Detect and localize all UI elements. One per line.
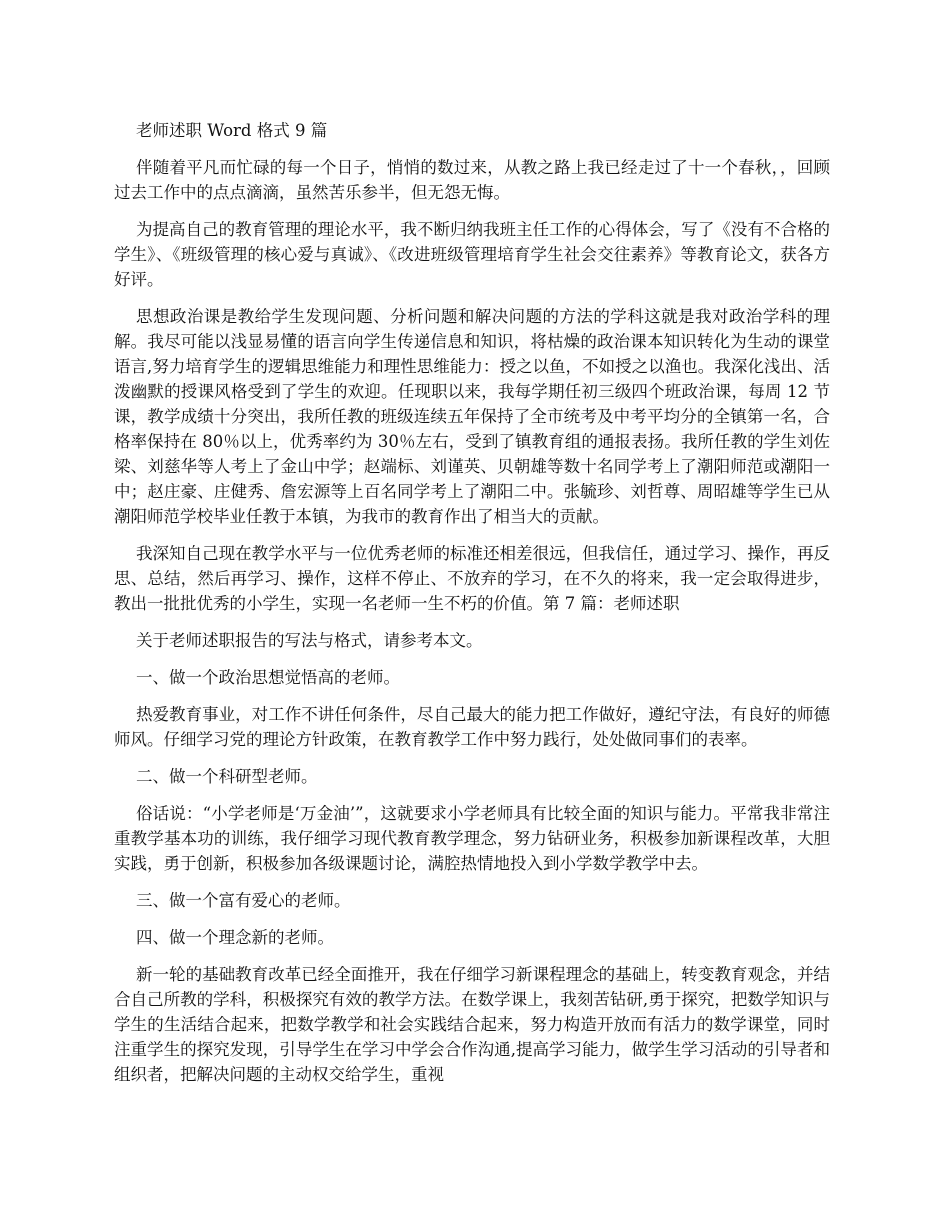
section-heading-1: 一、做一个政治思想觉悟高的老师。: [136, 668, 400, 687]
paragraph-politics-class: 思想政治课是教给学生发现问题、分析问题和解决问题的方法的学科这就是我对政治学科的理解。我尽可能以浅显易懂的语言向学生传递信息和知识，将枯燥的政治课本知识转化为生动的课堂语言,努力培育学生的逻辑思维能力和理性思维能力：授之以鱼，不如授之以渔也。我深化浅出、活泼幽默的授课风格受到了学生的欢迎。任现职以来，我每学期任初三级四个班政治课，每周 12 节课，教学成绩十分突出，我所任教的班级连续五年保持了全市统考及中考平均分的全镇第一名，合格率保持在 80％以上，优秀率约为 30％左右，受到了镇教育组的通报表扬。我所任教的学生刘佐梁、刘慈华等人考上了金山中学；赵端标、刘谨英、贝朝雄等数十名同学考上了潮阳师范或潮阳一中；赵庄豪、庄健秀、詹宏源等上百名同学考上了潮阳二中。张毓珍、刘哲尊、周昭雄等学生已从潮阳师范学校毕业任教于本镇，为我市的教育作出了相当大的贡献。: [114, 307, 830, 526]
paragraph-dedication: 热爱教育事业，对工作不讲任何条件，尽自己最大的能力把工作做好，遵纪守法，有良好的师德师风。仔细学习党的理论方针政策，在教育教学工作中努力践行，处处做同事们的表率。: [114, 705, 830, 749]
section-heading-2: 二、做一个科研型老师。: [136, 767, 318, 786]
paragraph-intro: 伴随着平凡而忙碌的每一个日子，悄悄的数过来，从教之路上我已经走过了十一个春秋，，回顾过去工作中的点点滴滴，虽然苦乐参半，但无怨无悔。: [114, 158, 830, 202]
section-heading-3: 三、做一个富有爱心的老师。: [136, 891, 351, 910]
paragraph-research: 俗话说：“小学老师是‘万金油’”，这就要求小学老师具有比较全面的知识与能力。平常我非常注重教学基本功的训练，我仔细学习现代教育教学理念，努力钻研业务，积极参加新课程改革，大胆实践，勇于创新，积极参加各级课题讨论，满腔热情地投入到小学数学教学中去。: [114, 804, 830, 873]
document-body: [114, 118, 830, 1099]
section-heading-4: 四、做一个理念新的老师。: [136, 928, 334, 947]
paragraph-theory: 为提高自己的教育管理的理论水平，我不断归纳我班主任工作的心得体会，写了《没有不合格的学生》、《班级管理的核心爱与真诚》、《改进班级管理培育学生社会交往素养》等教育论文，获各方好评。: [114, 220, 830, 289]
paragraph-new-ideas: 新一轮的基础教育改革已经全面推开，我在仔细学习新课程理念的基础上，转变教育观念，并结合自己所教的学科，积极探究有效的教学方法。在数学课上，我刻苦钻研,勇于探究，把数学知识与学生的生活结合起来，把数学教学和社会实践结合起来，努力构造开放而有活力的数学课堂，同时注重学生的探究发现，引导学生在学习中学会合作沟通,提高学习能力，做学生学习活动的引导者和组织者，把解决问题的主动权交给学生，重视: [114, 965, 830, 1084]
document-title: 老师述职 Word 格式 9 篇: [136, 121, 328, 140]
paragraph-report-intro: 关于老师述职报告的写法与格式，请参考本文。: [136, 631, 483, 650]
paragraph-self-reflection: 我深知自己现在教学水平与一位优秀老师的标准还相差很远，但我信任，通过学习、操作，再反思、总结，然后再学习、操作，这样不停止、不放弃的学习，在不久的将来，我一定会取得进步，教出一批批优秀的小学生，实现一名老师一生不朽的价值。第 7 篇：老师述职: [114, 544, 830, 613]
